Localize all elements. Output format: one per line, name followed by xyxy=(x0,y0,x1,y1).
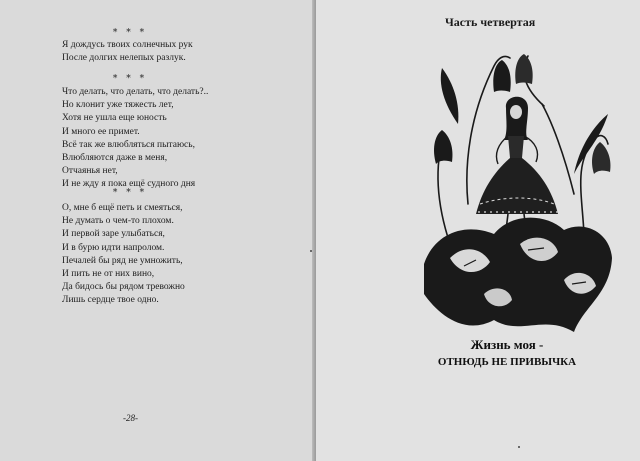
page-number: -28- xyxy=(123,413,138,423)
stanza-3 xyxy=(62,202,302,308)
stanza-2 xyxy=(62,86,302,192)
verse-line: И не жду я пока ещё судного дня xyxy=(62,179,196,190)
verse-line: О, мне б ещё петь и смеяться, xyxy=(62,203,183,213)
verse-line: Отчаянья нет, xyxy=(62,166,118,177)
verse-line: Всё так же влюбляться пытаюсь, xyxy=(62,139,195,150)
stanza-1 xyxy=(62,39,302,65)
part-title: Часть четвертая xyxy=(445,15,536,29)
verse-line: Печалей бы ряд не умножить, xyxy=(62,255,183,266)
stanza-divider: * * * xyxy=(112,74,148,84)
left-page xyxy=(0,0,316,461)
verse-line: Не думать о чем-то плохом. xyxy=(62,216,174,227)
stanza-divider: * * * xyxy=(112,188,148,198)
verse-line: И в бурю идти напролом. xyxy=(62,242,165,253)
verse-line: После долгих нелепых разлук. xyxy=(62,53,186,64)
speck xyxy=(310,250,312,252)
verse-line: Да бидось бы рядом тревожно xyxy=(62,282,185,293)
verse-line: И пить не от них вино, xyxy=(62,269,155,280)
verse-line: Влюбляются даже в меня, xyxy=(62,153,168,164)
section-subtitle: ОТНЮДЬ НЕ ПРИВЫЧКА xyxy=(437,356,577,368)
stanza-divider: * * * xyxy=(112,28,148,38)
right-page xyxy=(316,0,640,461)
verse-line: И много ее примет. xyxy=(62,126,140,137)
verse-line: Но клонит уже тяжесть лет, xyxy=(62,100,174,111)
speck xyxy=(518,446,520,448)
verse-line: Лишь сердце твое одно. xyxy=(62,295,159,306)
section-title: Жизнь моя - xyxy=(470,337,544,352)
verse-line: Что делать, что делать, что делать?.. xyxy=(62,87,209,97)
verse-line: Я дождусь твоих солнечных рук xyxy=(62,40,193,50)
girl-with-flowers-illustration xyxy=(424,44,612,336)
verse-line: Хотя не ушла еще юность xyxy=(62,113,167,124)
verse-line: И первой заре улыбаться, xyxy=(62,229,165,240)
